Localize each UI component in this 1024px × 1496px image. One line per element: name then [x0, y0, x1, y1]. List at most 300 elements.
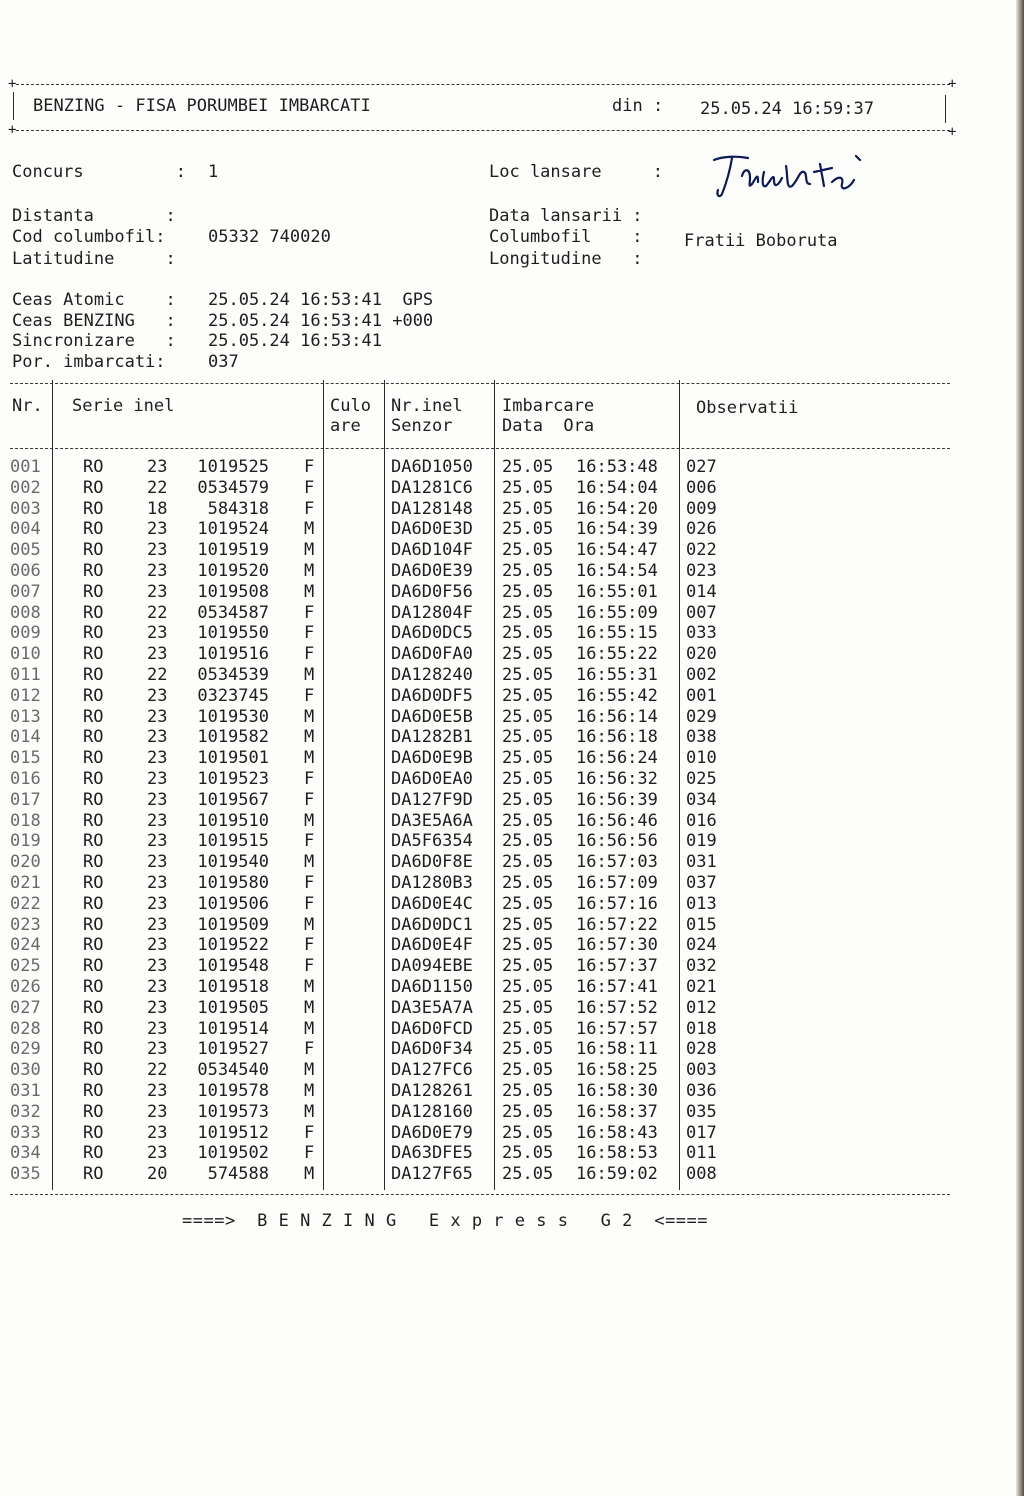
- table-row: [0, 707, 950, 728]
- boarding-time: 16:56:14: [576, 706, 658, 727]
- sex: M: [304, 706, 315, 727]
- sex: F: [304, 1143, 315, 1164]
- table-row: [0, 561, 950, 582]
- boarding-date: 25.05: [502, 602, 554, 623]
- ring-year: 23: [147, 1039, 168, 1060]
- boarding-date: 25.05: [502, 789, 554, 810]
- ring-country: RO: [83, 561, 104, 581]
- sex: M: [304, 1018, 315, 1039]
- sex: M: [304, 810, 315, 831]
- boarding-date: 25.05: [502, 831, 554, 852]
- loc-lansare-label: Loc lansare :: [489, 162, 663, 182]
- table-row: [0, 956, 950, 977]
- observation: 026: [686, 519, 717, 540]
- observation: 025: [686, 769, 717, 789]
- sensor-ring: DA6D0F56: [391, 581, 473, 602]
- cod-columbofil-label: Cod columbofil:: [12, 227, 166, 247]
- observation: 017: [686, 1122, 717, 1143]
- boarding-date: 25.05: [502, 893, 554, 914]
- ring-year: 22: [147, 1060, 168, 1081]
- ring-country: RO: [83, 519, 104, 540]
- din-value: 25.05.24 16:59:37: [700, 99, 874, 119]
- ring-country: RO: [83, 893, 104, 914]
- distanta-label: Distanta :: [12, 206, 176, 226]
- boarding-date: 25.05: [502, 810, 554, 831]
- ring-country: RO: [83, 810, 104, 831]
- sensor-ring: DA6D0FCD: [391, 1018, 473, 1039]
- table-row: [0, 1060, 950, 1081]
- row-index: 006: [10, 561, 41, 581]
- ring-number: 1019525: [197, 457, 269, 477]
- sensor-ring: DA6D0E79: [391, 1122, 473, 1143]
- ring-number: 1019515: [197, 831, 269, 852]
- boarding-time: 16:57:22: [576, 914, 658, 935]
- boarding-time: 16:58:30: [576, 1081, 658, 1101]
- row-index: 031: [10, 1081, 41, 1101]
- col-observatii-header: Observatii: [696, 398, 799, 418]
- col-imbarcare-header-2: Data Ora: [502, 416, 595, 436]
- ring-year: 23: [147, 1018, 168, 1039]
- table-row: [0, 519, 950, 540]
- page-edge-shadow: [1016, 0, 1024, 1496]
- sensor-ring: DA6D1050: [391, 457, 473, 477]
- sex: F: [304, 477, 315, 498]
- ring-number: 1019516: [197, 644, 269, 665]
- boarding-time: 16:53:48: [576, 457, 658, 477]
- ring-year: 23: [147, 1122, 168, 1143]
- table-row: [0, 894, 950, 915]
- ring-number: 1019520: [197, 561, 269, 581]
- sensor-ring: DA6D0E4F: [391, 935, 473, 956]
- ring-year: 23: [147, 873, 168, 893]
- ring-country: RO: [83, 831, 104, 852]
- ring-country: RO: [83, 727, 104, 748]
- sensor-ring: DA6D0E4C: [391, 893, 473, 914]
- sensor-ring: DA127FC6: [391, 1060, 473, 1081]
- sensor-ring: DA6D0E39: [391, 561, 473, 581]
- table-row: [0, 748, 950, 769]
- ring-country: RO: [83, 457, 104, 477]
- ring-number: 1019509: [197, 914, 269, 935]
- row-index: 002: [10, 477, 41, 498]
- ring-year: 23: [147, 706, 168, 727]
- boarding-time: 16:56:39: [576, 789, 658, 810]
- ring-country: RO: [83, 623, 104, 644]
- sensor-ring: DA6D0F34: [391, 1039, 473, 1060]
- boarding-time: 16:58:11: [576, 1039, 658, 1060]
- observation: 009: [686, 498, 717, 519]
- boarding-time: 16:59:02: [576, 1164, 658, 1185]
- sex: M: [304, 748, 315, 769]
- ring-year: 23: [147, 561, 168, 581]
- ring-country: RO: [83, 685, 104, 706]
- ring-number: 1019522: [197, 935, 269, 956]
- por-imbarcati-value: 037: [208, 352, 239, 372]
- table-row: [0, 873, 950, 894]
- table-row: [0, 499, 950, 520]
- observation: 020: [686, 644, 717, 665]
- table-row: [0, 790, 950, 811]
- ring-number: 1019523: [197, 769, 269, 789]
- header-left-border: [13, 92, 14, 120]
- sex: F: [304, 769, 315, 789]
- sex: M: [304, 581, 315, 602]
- corner-mark: +: [8, 122, 17, 138]
- ring-year: 18: [147, 498, 168, 519]
- ring-year: 23: [147, 457, 168, 477]
- table-row: [0, 1123, 950, 1144]
- boarding-time: 16:55:31: [576, 665, 658, 685]
- observation: 021: [686, 977, 717, 997]
- row-index: 025: [10, 956, 41, 977]
- row-index: 018: [10, 810, 41, 831]
- ring-number: 1019518: [197, 977, 269, 997]
- por-imbarcati-label: Por. imbarcati:: [12, 352, 166, 372]
- row-index: 032: [10, 1101, 41, 1122]
- cod-columbofil-value: 05332 740020: [208, 227, 331, 247]
- table-row: [0, 1143, 950, 1164]
- handwritten-signature: [708, 150, 868, 202]
- corner-mark: +: [8, 76, 17, 92]
- ring-number: 1019573: [197, 1101, 269, 1122]
- table-row: [0, 623, 950, 644]
- ring-year: 23: [147, 581, 168, 602]
- ring-year: 20: [147, 1164, 168, 1185]
- boarding-time: 16:57:09: [576, 873, 658, 893]
- boarding-date: 25.05: [502, 1101, 554, 1122]
- ring-country: RO: [83, 914, 104, 935]
- header-right-border: [945, 95, 946, 123]
- ceas-benzing-value: 25.05.24 16:53:41 +000: [208, 311, 434, 331]
- ring-number: 1019527: [197, 1039, 269, 1060]
- sex: F: [304, 893, 315, 914]
- ceas-benzing-label: Ceas BENZING :: [12, 311, 176, 331]
- boarding-time: 16:54:20: [576, 498, 658, 519]
- boarding-date: 25.05: [502, 623, 554, 644]
- row-index: 014: [10, 727, 41, 748]
- ring-number: 1019540: [197, 852, 269, 873]
- row-index: 005: [10, 540, 41, 561]
- ring-number: 574588: [207, 1164, 269, 1185]
- sensor-ring: DA6D0FA0: [391, 644, 473, 665]
- observation: 007: [686, 602, 717, 623]
- sensor-ring: DA127F9D: [391, 789, 473, 810]
- boarding-date: 25.05: [502, 1018, 554, 1039]
- table-header-separator: [10, 448, 950, 449]
- sensor-ring: DA6D0DF5: [391, 685, 473, 706]
- ring-number: 1019524: [197, 519, 269, 540]
- row-index: 033: [10, 1122, 41, 1143]
- boarding-time: 16:56:46: [576, 810, 658, 831]
- table-row: [0, 1039, 950, 1060]
- observation: 035: [686, 1101, 717, 1122]
- ring-country: RO: [83, 1101, 104, 1122]
- sex: M: [304, 561, 315, 581]
- ring-country: RO: [83, 1018, 104, 1039]
- table-row: [0, 831, 950, 852]
- row-index: 035: [10, 1164, 41, 1185]
- ring-number: 1019530: [197, 706, 269, 727]
- sensor-ring: DA6D0EA0: [391, 769, 473, 789]
- boarding-date: 25.05: [502, 477, 554, 498]
- table-row: [0, 457, 950, 478]
- ring-country: RO: [83, 581, 104, 602]
- corner-mark: +: [948, 76, 957, 92]
- boarding-time: 16:56:24: [576, 748, 658, 769]
- boarding-time: 16:54:39: [576, 519, 658, 540]
- row-index: 008: [10, 602, 41, 623]
- boarding-date: 25.05: [502, 748, 554, 769]
- sex: F: [304, 623, 315, 644]
- table-row: [0, 1019, 950, 1040]
- table-row: [0, 686, 950, 707]
- boarding-time: 16:57:16: [576, 893, 658, 914]
- boarding-time: 16:55:42: [576, 685, 658, 706]
- sincronizare-value: 25.05.24 16:53:41: [208, 331, 382, 351]
- sensor-ring: DA12804F: [391, 602, 473, 623]
- boarding-date: 25.05: [502, 852, 554, 873]
- sex: M: [304, 997, 315, 1018]
- din-label: din :: [612, 96, 664, 116]
- ring-year: 23: [147, 810, 168, 831]
- sensor-ring: DA6D0DC1: [391, 914, 473, 935]
- row-index: 017: [10, 789, 41, 810]
- observation: 012: [686, 997, 717, 1018]
- boarding-time: 16:56:32: [576, 769, 658, 789]
- ring-number: 1019550: [197, 623, 269, 644]
- ring-year: 22: [147, 602, 168, 623]
- row-index: 019: [10, 831, 41, 852]
- sex: F: [304, 685, 315, 706]
- observation: 023: [686, 561, 717, 581]
- row-index: 029: [10, 1039, 41, 1060]
- sensor-ring: DA1281C6: [391, 477, 473, 498]
- ring-year: 23: [147, 1143, 168, 1164]
- longitudine-label: Longitudine :: [489, 249, 643, 269]
- ring-country: RO: [83, 1081, 104, 1101]
- row-index: 001: [10, 457, 41, 477]
- observation: 019: [686, 831, 717, 852]
- table-row: [0, 852, 950, 873]
- ring-country: RO: [83, 873, 104, 893]
- row-index: 015: [10, 748, 41, 769]
- ring-year: 23: [147, 519, 168, 540]
- sex: F: [304, 457, 315, 477]
- ring-country: RO: [83, 1039, 104, 1060]
- sensor-ring: DA128160: [391, 1101, 473, 1122]
- observation: 022: [686, 540, 717, 561]
- ring-country: RO: [83, 1143, 104, 1164]
- observation: 032: [686, 956, 717, 977]
- observation: 003: [686, 1060, 717, 1081]
- boarding-date: 25.05: [502, 1081, 554, 1101]
- table-row: [0, 935, 950, 956]
- row-index: 026: [10, 977, 41, 997]
- sensor-ring: DA1280B3: [391, 873, 473, 893]
- latitudine-label: Latitudine :: [12, 249, 176, 269]
- sensor-ring: DA128148: [391, 498, 473, 519]
- sensor-ring: DA1282B1: [391, 727, 473, 748]
- observation: 028: [686, 1039, 717, 1060]
- ceas-atomic-label: Ceas Atomic :: [12, 290, 176, 310]
- sensor-ring: DA6D0E9B: [391, 748, 473, 769]
- table-row: [0, 998, 950, 1019]
- sensor-ring: DA094EBE: [391, 956, 473, 977]
- sex: M: [304, 852, 315, 873]
- boarding-date: 25.05: [502, 665, 554, 685]
- row-index: 024: [10, 935, 41, 956]
- boarding-date: 25.05: [502, 561, 554, 581]
- table-bottom-border: [10, 1194, 950, 1195]
- ring-number: 1019580: [197, 873, 269, 893]
- sensor-ring: DA127F65: [391, 1164, 473, 1185]
- boarding-time: 16:56:18: [576, 727, 658, 748]
- row-index: 003: [10, 498, 41, 519]
- footer-banner: ====> B E N Z I N G E x p r e s s G 2 <====: [182, 1211, 709, 1231]
- col-imbarcare-header: Imbarcare: [502, 396, 595, 416]
- boarding-date: 25.05: [502, 1060, 554, 1081]
- sex: F: [304, 644, 315, 665]
- col-nrinel-header-2: Senzor: [391, 416, 453, 436]
- sex: F: [304, 873, 315, 893]
- sincronizare-label: Sincronizare :: [12, 331, 176, 351]
- ring-country: RO: [83, 748, 104, 769]
- ring-year: 23: [147, 644, 168, 665]
- sensor-ring: DA128240: [391, 665, 473, 685]
- observation: 016: [686, 810, 717, 831]
- observation: 029: [686, 706, 717, 727]
- sensor-ring: DA6D0F8E: [391, 852, 473, 873]
- boarding-date: 25.05: [502, 519, 554, 540]
- header-bottom-border: [16, 130, 950, 131]
- boarding-time: 16:57:41: [576, 977, 658, 997]
- table-row: [0, 1102, 950, 1123]
- boarding-date: 25.05: [502, 540, 554, 561]
- sex: F: [304, 498, 315, 519]
- boarding-date: 25.05: [502, 727, 554, 748]
- table-row: [0, 1081, 950, 1102]
- table-row: [0, 1164, 950, 1185]
- observation: 011: [686, 1143, 717, 1164]
- ring-number: 1019578: [197, 1081, 269, 1101]
- ring-country: RO: [83, 956, 104, 977]
- row-index: 023: [10, 914, 41, 935]
- observation: 024: [686, 935, 717, 956]
- ring-country: RO: [83, 789, 104, 810]
- ring-country: RO: [83, 540, 104, 561]
- boarding-date: 25.05: [502, 769, 554, 789]
- concurs-label: Concurs :: [12, 162, 186, 182]
- row-index: 012: [10, 685, 41, 706]
- col-serie-header: Serie inel: [72, 396, 175, 416]
- ring-year: 23: [147, 623, 168, 644]
- observation: 015: [686, 914, 717, 935]
- concurs-value: 1: [208, 162, 219, 182]
- sex: M: [304, 519, 315, 540]
- col-nr-header: Nr.: [12, 396, 43, 416]
- col-nrinel-header: Nr.inel: [391, 396, 463, 416]
- ring-year: 22: [147, 477, 168, 498]
- ring-number: 1019508: [197, 581, 269, 602]
- ring-year: 23: [147, 1081, 168, 1101]
- row-index: 007: [10, 581, 41, 602]
- table-row: [0, 582, 950, 603]
- ring-country: RO: [83, 644, 104, 665]
- observation: 006: [686, 477, 717, 498]
- boarding-time: 16:57:03: [576, 852, 658, 873]
- observation: 001: [686, 685, 717, 706]
- sensor-ring: DA6D1150: [391, 977, 473, 997]
- sex: M: [304, 977, 315, 997]
- ring-year: 23: [147, 977, 168, 997]
- observation: 008: [686, 1164, 717, 1185]
- boarding-time: 16:57:57: [576, 1018, 658, 1039]
- row-index: 010: [10, 644, 41, 665]
- ring-year: 23: [147, 852, 168, 873]
- boarding-time: 16:55:09: [576, 602, 658, 623]
- ring-year: 23: [147, 769, 168, 789]
- boarding-date: 25.05: [502, 457, 554, 477]
- row-index: 011: [10, 665, 41, 685]
- ring-number: 1019510: [197, 810, 269, 831]
- row-index: 030: [10, 1060, 41, 1081]
- ring-country: RO: [83, 477, 104, 498]
- boarding-time: 16:55:15: [576, 623, 658, 644]
- ring-number: 1019505: [197, 997, 269, 1018]
- boarding-time: 16:58:53: [576, 1143, 658, 1164]
- ring-country: RO: [83, 852, 104, 873]
- ring-number: 0534587: [197, 602, 269, 623]
- ring-number: 0534539: [197, 665, 269, 685]
- sex: M: [304, 914, 315, 935]
- sex: M: [304, 1060, 315, 1081]
- ring-year: 23: [147, 893, 168, 914]
- ring-year: 23: [147, 997, 168, 1018]
- boarding-time: 16:57:37: [576, 956, 658, 977]
- ring-country: RO: [83, 1122, 104, 1143]
- boarding-time: 16:55:01: [576, 581, 658, 602]
- sensor-ring: DA6D0DC5: [391, 623, 473, 644]
- row-index: 009: [10, 623, 41, 644]
- boarding-date: 25.05: [502, 935, 554, 956]
- table-row: [0, 665, 950, 686]
- row-index: 021: [10, 873, 41, 893]
- observation: 034: [686, 789, 717, 810]
- sex: F: [304, 789, 315, 810]
- sex: F: [304, 956, 315, 977]
- boarding-time: 16:54:04: [576, 477, 658, 498]
- ring-country: RO: [83, 706, 104, 727]
- row-index: 027: [10, 997, 41, 1018]
- ring-country: RO: [83, 769, 104, 789]
- boarding-date: 25.05: [502, 1164, 554, 1185]
- boarding-date: 25.05: [502, 644, 554, 665]
- ring-year: 23: [147, 540, 168, 561]
- boarding-date: 25.05: [502, 498, 554, 519]
- row-index: 028: [10, 1018, 41, 1039]
- ring-number: 1019519: [197, 540, 269, 561]
- sensor-ring: DA6D0E5B: [391, 706, 473, 727]
- ring-country: RO: [83, 935, 104, 956]
- observation: 014: [686, 581, 717, 602]
- ring-number: 1019506: [197, 893, 269, 914]
- data-lansarii-label: Data lansarii :: [489, 206, 643, 226]
- ring-country: RO: [83, 977, 104, 997]
- sensor-ring: DA6D0E3D: [391, 519, 473, 540]
- boarding-date: 25.05: [502, 1122, 554, 1143]
- ring-number: 1019582: [197, 727, 269, 748]
- boarding-date: 25.05: [502, 1039, 554, 1060]
